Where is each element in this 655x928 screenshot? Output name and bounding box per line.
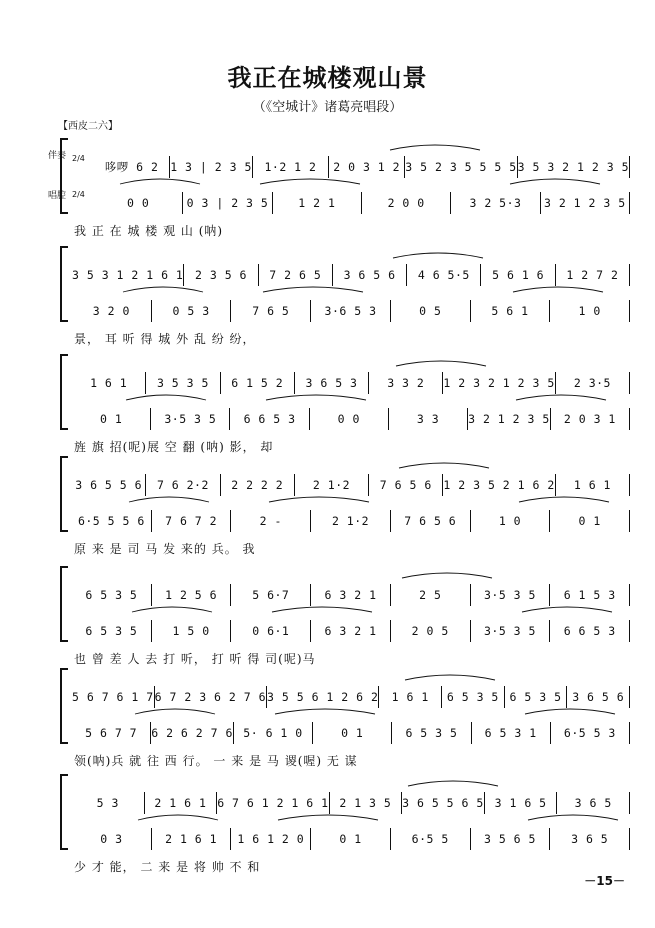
slur-arc: [272, 607, 372, 612]
measure: 3·5 3 5: [151, 408, 230, 430]
slur-arc: [525, 709, 615, 714]
measure: 0 6·1: [231, 620, 311, 642]
measure: 0 3 | 2 3 5: [183, 192, 272, 214]
measure: 6·5 5: [391, 828, 471, 850]
measure: 3 6 5 3: [295, 372, 369, 394]
measure: 6 5 3 5: [392, 722, 471, 744]
measure: 3 2 1 2 3 5: [468, 408, 551, 430]
measure: 3·5 3 5: [471, 584, 551, 606]
slur-arc: [516, 395, 606, 400]
measure: 3 6 5 6: [567, 686, 630, 708]
slur-arc: [275, 709, 375, 714]
measure: 1 0: [471, 510, 551, 532]
measure: 1 3 | 2 3 5: [170, 156, 253, 178]
slur-arc: [129, 497, 209, 502]
measure: 1 2 3 5 2 1 6 2: [443, 474, 555, 496]
vocal-line: [94, 192, 630, 214]
measure: 3·6 5 3: [311, 300, 391, 322]
time-signature: 2/4: [72, 190, 85, 199]
measure: 1 2 3 2 1 2 3 5: [443, 372, 555, 394]
measure: 2 -: [231, 510, 311, 532]
measure: 6 1 5 2: [221, 372, 295, 394]
notation-system: [48, 132, 630, 242]
measure: 哆啰 6 2: [94, 156, 170, 178]
lyrics-line: 景， 耳 听 得 城 外 乱 纷 纷，: [74, 332, 256, 346]
measure: 2 1 6 1: [152, 828, 232, 850]
measure: 2 1·2: [311, 510, 391, 532]
measure: 1 2 1: [273, 192, 362, 214]
slur-arc: [399, 463, 489, 468]
measure: 2 1·2: [295, 474, 369, 496]
slur-arc: [522, 607, 612, 612]
measure: 3 5 3 5: [146, 372, 220, 394]
slur-arc: [138, 815, 218, 820]
slur-arc: [135, 709, 215, 714]
measure: 3 5 3 1 2 1 6 1: [72, 264, 184, 286]
measure: 3 1 6 5: [485, 792, 558, 814]
notation-system: [60, 348, 630, 458]
measure: 1 0: [550, 300, 630, 322]
measure: 3 2 1 2 3 5: [541, 192, 630, 214]
time-signature: 2/4: [72, 154, 85, 163]
measure: 0 5: [391, 300, 471, 322]
system-brace: [60, 456, 68, 532]
notation-system: [60, 768, 630, 878]
accompaniment-line: [72, 474, 630, 496]
vocal-line: [72, 510, 630, 532]
measure: 0 1: [550, 510, 630, 532]
measure: 7 6 5 6: [369, 474, 443, 496]
measure: 7 6 5: [231, 300, 311, 322]
measure: 5· 6 1 0: [234, 722, 313, 744]
slur-arc: [120, 179, 200, 184]
measure: 0 1: [72, 408, 151, 430]
slur-arc: [513, 287, 603, 292]
measure: 1·2 1 2: [253, 156, 329, 178]
measure: 3 3 2: [369, 372, 443, 394]
vocal-line: [72, 722, 630, 744]
measure: 7 6 7 2: [152, 510, 232, 532]
measure: 1 6 1: [379, 686, 442, 708]
notation-system: [60, 450, 630, 560]
page-subtitle: （《空城计》诸葛亮唱段）: [252, 100, 403, 115]
measure: 6 2 6 2 7 6: [151, 722, 234, 744]
page-title: 我正在城楼观山景: [227, 64, 428, 92]
notation-system: [60, 240, 630, 350]
measure: 2 5: [391, 584, 471, 606]
slur-arc: [519, 497, 609, 502]
measure: 1 2 5 6: [152, 584, 232, 606]
vocal-line: [72, 300, 630, 322]
slur-arc: [528, 815, 618, 820]
slur-arc: [510, 179, 600, 184]
measure: 1 5 0: [152, 620, 232, 642]
accompaniment-line: [72, 792, 630, 814]
measure: 5 6 1: [471, 300, 551, 322]
slur-arc: [269, 497, 369, 502]
measure: 6 5 3 5: [72, 620, 152, 642]
measure: 3 6 5: [550, 828, 630, 850]
measure: 6 6 5 3: [550, 620, 630, 642]
measure: 3 6 5 5 6: [72, 474, 146, 496]
slur-arc: [266, 395, 366, 400]
measure: 2 3 5 6: [184, 264, 258, 286]
accompaniment-line: [72, 686, 630, 708]
slur-arc: [126, 395, 206, 400]
measure: 6 5 3 5: [442, 686, 505, 708]
notation-system: [60, 662, 630, 772]
accompaniment-line: [72, 264, 630, 286]
measure: 0 0: [94, 192, 183, 214]
measure: 2 1 6 1: [145, 792, 218, 814]
system-brace: [60, 668, 68, 744]
measure: 1 6 1: [556, 474, 630, 496]
lyrics-line: 旌 旗 招(呢)展 空 翻 (呐) 影， 却: [74, 440, 274, 454]
part-label-accompaniment: 伴奏: [48, 151, 67, 161]
measure: 0 0: [310, 408, 389, 430]
measure: 3 5 5 6 1 2 6 2: [267, 686, 379, 708]
lyrics-line: 领(呐)兵 就 往 西 行。 一 来 是 马 谡(喔) 无 谋: [74, 754, 358, 768]
slur-arc: [390, 145, 480, 150]
measure: 3 5 3 2 1 2 3 5: [518, 156, 630, 178]
measure: 6 6 5 3: [230, 408, 309, 430]
measure: 7 6 5 6: [391, 510, 471, 532]
measure: 1 6 1 2 0: [231, 828, 311, 850]
measure: 0 1: [311, 828, 391, 850]
part-label-vocal: 唱腔: [48, 191, 67, 201]
vocal-line: [72, 828, 630, 850]
measure: 6 1 5 3: [550, 584, 630, 606]
slur-arc: [393, 253, 483, 258]
measure: 6 5 3 5: [72, 584, 152, 606]
vocal-line: [72, 408, 630, 430]
accompaniment-line: [72, 584, 630, 606]
measure: 0 5 3: [152, 300, 232, 322]
measure: 2 1 3 5: [330, 792, 403, 814]
measure: 6 7 6 1 2 1 6 1: [217, 792, 329, 814]
slur-arc: [263, 287, 363, 292]
slur-arc: [402, 573, 492, 578]
slur-arc: [260, 179, 360, 184]
slur-arc: [123, 287, 203, 292]
measure: 2 0 3 1: [551, 408, 630, 430]
measure: 2 0 0: [362, 192, 451, 214]
notation-system: [60, 560, 630, 670]
measure: 2 3·5: [556, 372, 630, 394]
measure: 6 3 2 1: [311, 584, 391, 606]
measure: 0 3: [72, 828, 152, 850]
measure: 0 1: [313, 722, 392, 744]
accompaniment-line: [94, 156, 630, 178]
measure: 1 6 1: [72, 372, 146, 394]
measure: 7 2 6 5: [259, 264, 333, 286]
measure: 7 6 2·2: [146, 474, 220, 496]
measure: 3 3: [389, 408, 468, 430]
tempo-marking: 【西皮二六】: [58, 121, 118, 132]
measure: 3 5 6 5: [471, 828, 551, 850]
system-brace: [60, 774, 68, 850]
measure: 3 5 2 3 5 5 5 5: [405, 156, 517, 178]
measure: 6 3 2 1: [311, 620, 391, 642]
measure: 3 6 5 6: [333, 264, 407, 286]
measure: 3 6 5: [557, 792, 630, 814]
measure: 4 6 5·5: [407, 264, 481, 286]
measure: 3 6 5 5 6 5: [402, 792, 485, 814]
page-number: －15－: [584, 874, 625, 888]
measure: 1 2 7 2: [556, 264, 630, 286]
measure: 6·5 5 5 6: [72, 510, 152, 532]
lyrics-line: 也 曾 差 人 去 打 听， 打 听 得 司(呢)马: [74, 652, 316, 666]
measure: 5 6 7 7: [72, 722, 151, 744]
slur-arc: [405, 675, 495, 680]
system-brace: [60, 354, 68, 430]
lyrics-line: 少 才 能， 二 来 是 将 帅 不 和: [74, 860, 261, 874]
lyrics-line: 我 正 在 城 楼 观 山 (呐): [74, 224, 224, 238]
slur-arc: [396, 361, 486, 366]
accompaniment-line: [72, 372, 630, 394]
measure: 6 7 2 3 6 2 7 6: [155, 686, 267, 708]
system-brace: [60, 566, 68, 642]
slur-arc: [132, 607, 212, 612]
measure: 3·5 3 5: [471, 620, 551, 642]
measure: 5 6 1 6: [481, 264, 555, 286]
slur-arc: [278, 815, 378, 820]
measure: 2 0 5: [391, 620, 471, 642]
vocal-line: [72, 620, 630, 642]
lyrics-line: 原 来 是 司 马 发 来的 兵。 我: [74, 542, 256, 556]
system-brace: [60, 246, 68, 322]
measure: 2 2 2 2: [221, 474, 295, 496]
measure: 6 5 3 1: [472, 722, 551, 744]
measure: 6 5 3 5: [505, 686, 568, 708]
measure: 2 0 3 1 2: [329, 156, 405, 178]
slur-arc: [408, 781, 498, 786]
measure: 3 2 0: [72, 300, 152, 322]
measure: 6·5 5 3: [551, 722, 630, 744]
measure: 3 2 5·3: [451, 192, 540, 214]
measure: 5 3: [72, 792, 145, 814]
measure: 5 6·7: [231, 584, 311, 606]
measure: 5 6 7 6 1 7: [72, 686, 155, 708]
